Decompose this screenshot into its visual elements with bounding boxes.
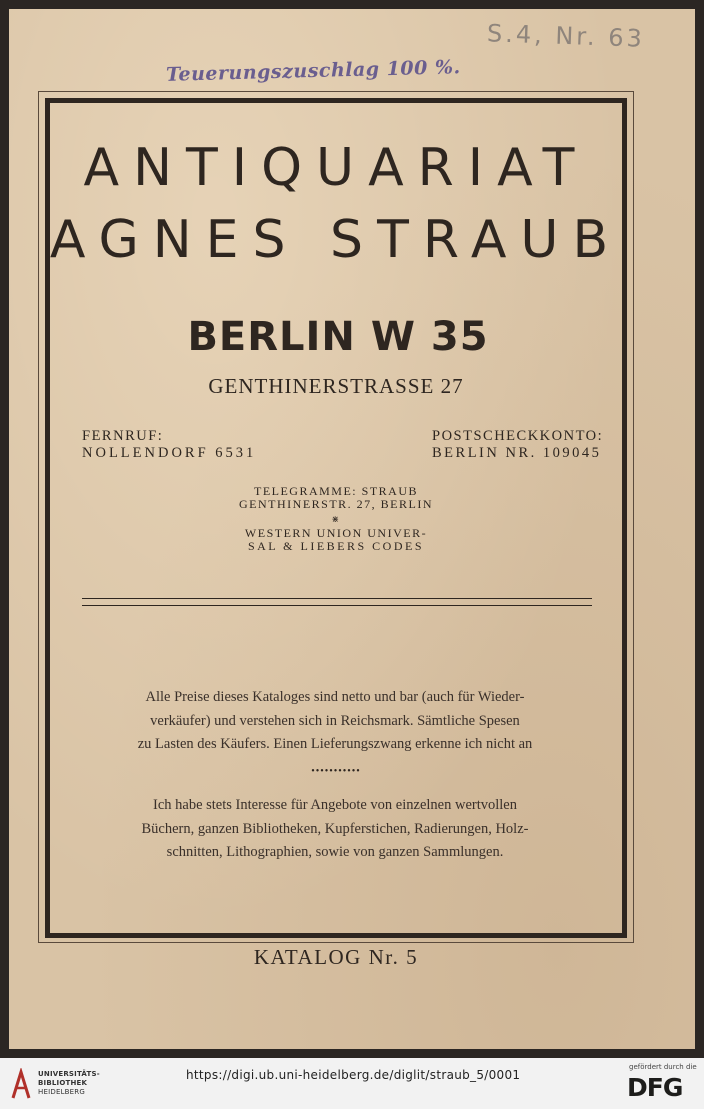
terms-line-2: verkäufer) und verstehen sich in Reichsmark. Sämtliche Spesen	[150, 712, 520, 729]
library-name-line-1: UNIVERSITÄTS-	[38, 1070, 100, 1078]
telegram-line-2: GENTHINERSTR. 27, BERLIN	[239, 497, 433, 511]
double-rule-top	[82, 598, 592, 599]
library-name-line-3: HEIDELBERG	[38, 1088, 85, 1096]
viewer-footer-bar	[0, 1058, 704, 1109]
funded-by-label: gefördert durch die	[629, 1063, 697, 1071]
telegram-separator: ⋇	[331, 514, 341, 524]
library-name-line-2: BIBLIOTHEK	[38, 1079, 88, 1087]
handwritten-note: S.4, Nr. 63	[486, 19, 646, 53]
heading-line-2: AGNES STRAUB	[49, 210, 623, 270]
dotted-divider: •••••••••••	[311, 766, 361, 777]
interest-line-3: schnitten, Lithographien, sowie von ganzen Sammlungen.	[166, 844, 504, 860]
double-rule-bottom	[82, 605, 592, 606]
heading-line-1: ANTIQUARIAT	[83, 138, 589, 198]
postal-account-block	[432, 428, 603, 462]
phone-value: NOLLENDORF 6531	[82, 445, 257, 461]
telegram-line-1: TELEGRAMME: STRAUB	[253, 484, 418, 498]
interest-line-2: Büchern, ganzen Bibliotheken, Kupferstichen, Radierungen, Holz-	[141, 820, 529, 837]
interest-line-1: Ich habe stets Interesse für Angebote von einzelnen wertvollen	[153, 797, 517, 813]
surcharge-stamp: Teuerungszuschlag 100 %.	[165, 56, 461, 86]
terms-paragraph	[100, 686, 570, 757]
interest-paragraph	[100, 794, 570, 865]
dfg-logo[interactable]: DFG	[627, 1073, 683, 1102]
phone-label: FERNRUF:	[82, 428, 164, 444]
catalog-number: KATALOG Nr. 5	[253, 945, 419, 969]
permalink-url[interactable]: https://digi.ub.uni-heidelberg.de/diglit/straub_5/0001	[186, 1068, 521, 1082]
library-logo-icon[interactable]	[10, 1068, 32, 1100]
phone-block	[82, 428, 256, 462]
telegram-line-4: SAL & LIEBERS CODES	[247, 539, 425, 553]
terms-line-3: zu Lasten des Käufers. Einen Lieferungszwang erkenne ich nicht an	[137, 736, 533, 752]
postal-value: BERLIN NR. 109045	[432, 445, 602, 461]
street-address: GENTHINERSTRASSE 27	[208, 374, 464, 398]
telegram-block	[45, 485, 627, 553]
city-address: BERLIN W 35	[187, 314, 489, 360]
postal-label: POSTSCHECKKONTO:	[432, 428, 604, 444]
terms-line-1: Alle Preise dieses Kataloges sind netto und bar (auch für Wieder-	[145, 689, 525, 705]
telegram-line-3: WESTERN UNION UNIVER-	[244, 526, 428, 540]
library-name[interactable]	[38, 1070, 100, 1097]
